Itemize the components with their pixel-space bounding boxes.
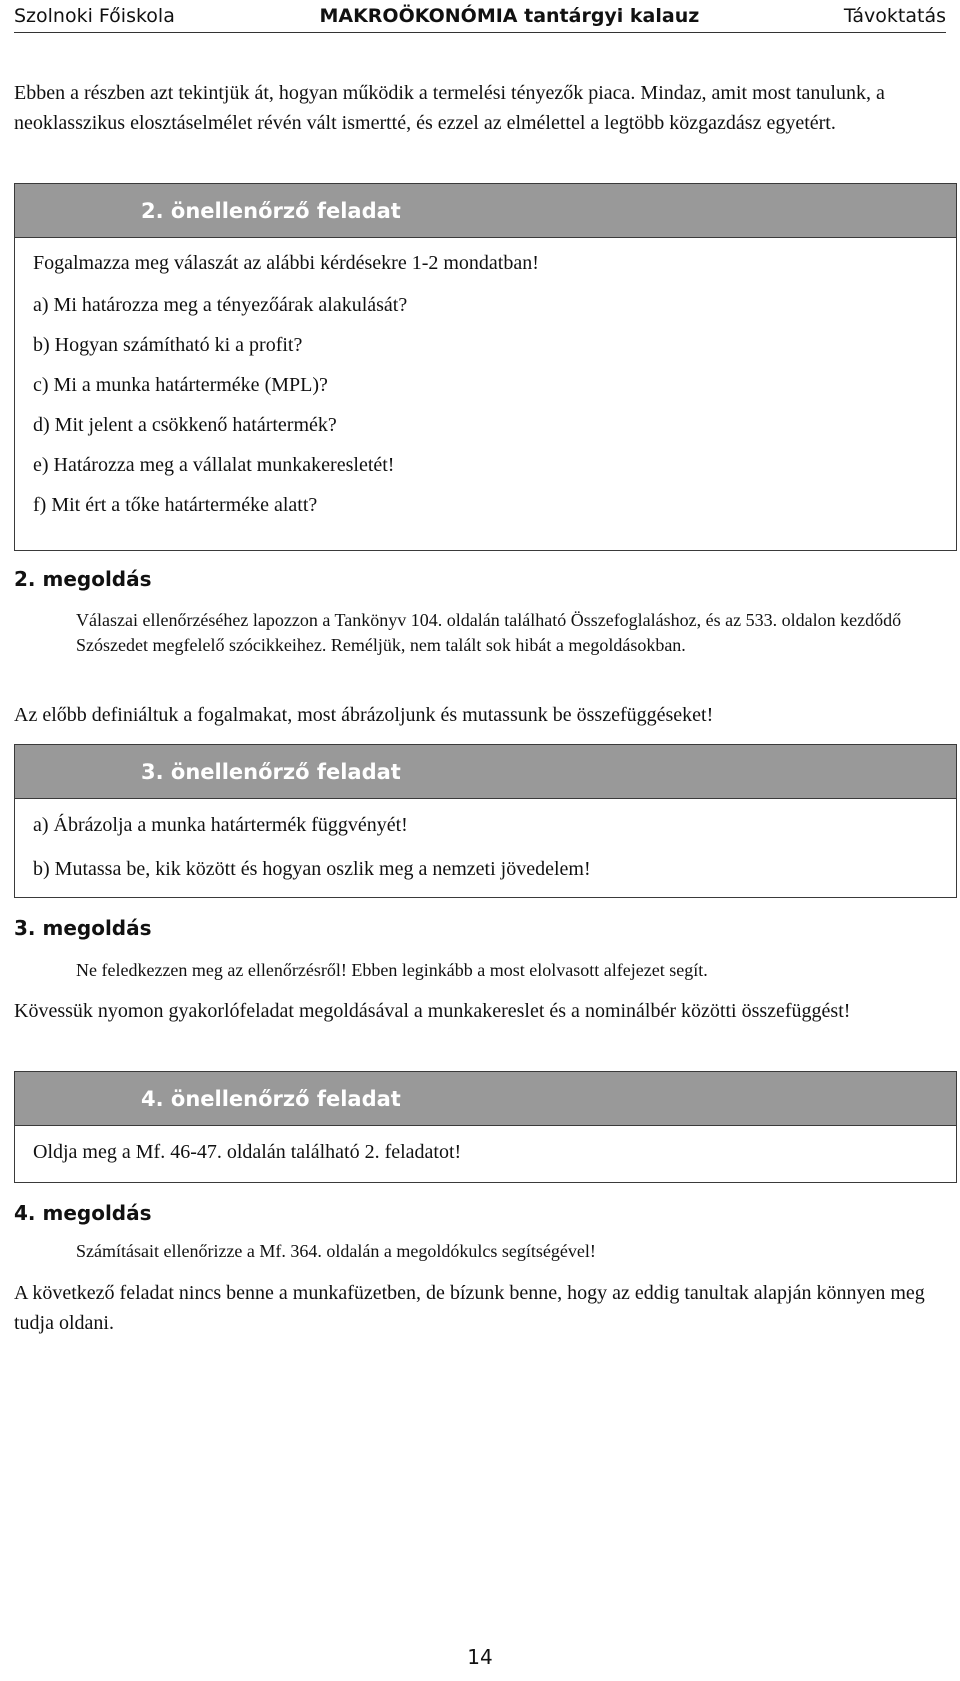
solution-text-3: Ne feledkezzen meg az ellenőrzésről! Ebben leginkább a most elolvasott alfejezet segít.: [76, 960, 708, 980]
page-header: [14, 0, 946, 33]
page-number: 14: [467, 1645, 493, 1669]
task2-instruction: Fogalmazza meg válaszát az alábbi kérdésekre 1-2 mondatban!: [33, 252, 539, 274]
task2-question-e: e) Határozza meg a vállalat munkakeresletét!: [33, 454, 395, 476]
solution-title-3: 3. megoldás: [14, 916, 152, 940]
task-body-2: [15, 238, 956, 519]
intro-paragraph: Ebben a részben azt tekintjük át, hogyan működik a termelési tényezők piaca. Mindaz, amit most tanulunk, a neoklasszikus elosztáselmélet révén vált ismertté, és ezzel az elmélettel a legtöbb közgazdász egyetért.: [14, 82, 885, 134]
task2-question-a: a) Mi határozza meg a tényezőárak alakulását?: [33, 294, 408, 316]
task-box-4: [14, 1071, 957, 1183]
task-title-2: 2. önellenőrző feladat: [15, 184, 956, 238]
task-title-4: 4. önellenőrző feladat: [15, 1072, 956, 1126]
task-title-3: 3. önellenőrző feladat: [15, 745, 956, 799]
solution-title-2: 2. megoldás: [14, 567, 152, 591]
solution-text-2: Válaszai ellenőrzéséhez lapozzon a Tankönyv 104. oldalán található Összefoglaláshoz, és az 533. oldalon kezdődő Szószedet megfelelő szócikkeihez. Reméljük, nem talált sok hibát a megoldásokban.: [76, 610, 902, 655]
task-body-4: [15, 1126, 956, 1166]
solution-title-4: 4. megoldás: [14, 1201, 152, 1225]
paragraph-4: A következő feladat nincs benne a munkafüzetben, de bízunk benne, hogy az eddig tanultak alapján könnyen meg tudja oldani.: [14, 1282, 925, 1334]
task2-question-d: d) Mit jelent a csökkenő határtermék?: [33, 414, 337, 436]
task-box-3: [14, 744, 957, 898]
task-body-3: [15, 799, 956, 883]
header-mode: Távoktatás: [843, 5, 946, 27]
paragraph-3: Kövessük nyomon gyakorlófeladat megoldásával a munkakereslet és a nominálbér közötti összefüggést!: [14, 1000, 851, 1022]
task3-question-b: b) Mutassa be, kik között és hogyan oszlik meg a nemzeti jövedelem!: [33, 858, 591, 880]
paragraph-2: Az előbb definiáltuk a fogalmakat, most ábrázoljunk és mutassunk be összefüggéseket!: [14, 704, 714, 726]
task2-question-b: b) Hogyan számítható ki a profit?: [33, 334, 303, 356]
task4-instruction: Oldja meg a Mf. 46-47. oldalán található 2. feladatot!: [33, 1141, 462, 1163]
header-course-title: MAKROÖKONÓMIA tantárgyi kalauz: [319, 5, 700, 27]
task3-question-a: a) Ábrázolja a munka határtermék függvényét!: [33, 814, 408, 836]
task2-question-f: f) Mit ért a tőke határterméke alatt?: [33, 494, 318, 516]
task2-question-c: c) Mi a munka határterméke (MPL)?: [33, 374, 328, 396]
solution-text-4: Számításait ellenőrizze a Mf. 364. oldalán a megoldókulcs segítségével!: [76, 1241, 596, 1261]
task-box-2: [14, 183, 957, 551]
header-institution: Szolnoki Főiskola: [14, 5, 175, 27]
